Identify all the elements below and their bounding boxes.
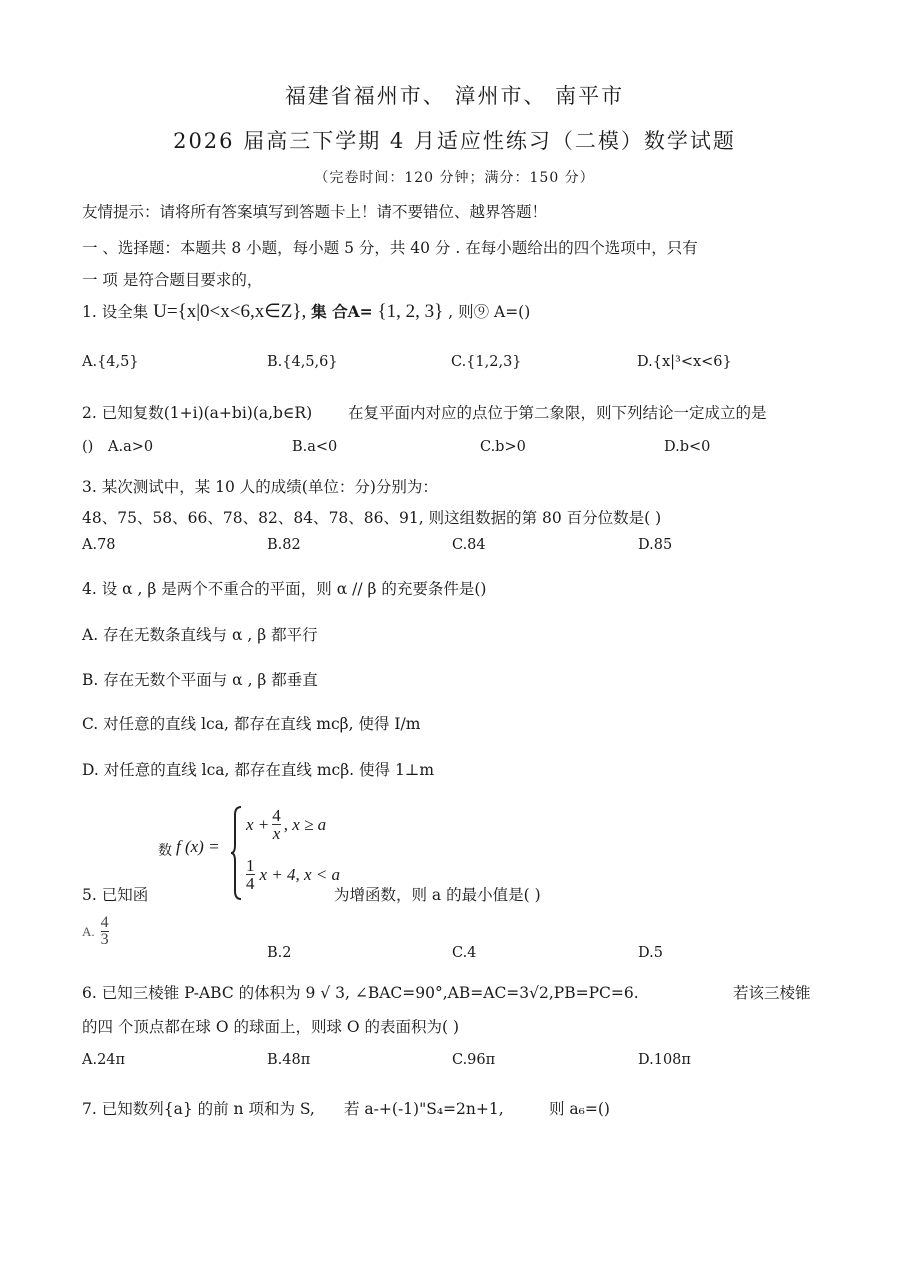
q5-lead: 5. 已知函 (82, 886, 149, 904)
q3-line-2: 48、75、58、66、78、82、84、78、86、91, 则这组数据的第 80 百分位数是( ) (82, 509, 662, 527)
q1-prefix: 1. 设全集 (82, 303, 149, 321)
q2-line-1a: 2. 已知复数(1+i)(a+bi)(a,b∈R) (82, 404, 313, 422)
q5-piece-1-b: , x ≥ a (283, 814, 327, 834)
q3-option-c: C.84 (452, 537, 486, 553)
q2-line-1b: 在复平面内对应的点位于第二象限，则下列结论一定成立的是 (348, 404, 767, 422)
q3-line-1: 3. 某次测试中，某 10 人的成绩(单位：分)分别为： (82, 478, 438, 496)
q5-brace (230, 805, 244, 901)
q5-option-a-den: 3 (100, 931, 109, 948)
exam-info: （完卷时间：120 分钟；满分：150 分） (314, 170, 595, 186)
q5-piece-1-den: x (272, 824, 281, 843)
q5-fn-label: 数 (158, 843, 172, 859)
q1-mid: 集 合A= (311, 302, 373, 321)
q4-option-c: C. 对任意的直线 lca, 都存在直线 mcβ, 使得 I/m (82, 715, 421, 733)
q2-option-c: C.b>0 (480, 439, 526, 455)
title-line-1: 福建省福州市、 漳州市、 南平市 (284, 84, 625, 108)
q1-set-a: {1, 2, 3} (377, 301, 444, 322)
q1-option-b: B.{4,5,6} (267, 354, 338, 370)
q5-fn-lhs: f (x) = (176, 837, 220, 856)
q1-set-u: U={x|0<x<6,x∈Z}, (153, 301, 307, 322)
q3-option-a: A.78 (82, 537, 116, 553)
q6-option-c: C.96π (452, 1052, 496, 1068)
q5-piece-2 (246, 857, 340, 892)
q5-piece-1 (246, 807, 326, 842)
q3-option-b: B.82 (267, 537, 301, 553)
q5-piece-2-b: x + 4, x < a (259, 864, 341, 884)
q5-option-a-label: A. (82, 923, 95, 939)
q5-tail: 为增函数，则 a 的最小值是( ) (334, 886, 541, 904)
q3-option-d: D.85 (638, 537, 673, 553)
q6-option-d: D.108π (638, 1052, 691, 1068)
tip-text: 友情提示：请将所有答案填写到答题卡上！请不要错位、越界答题！ (82, 203, 548, 221)
title-line-2: 2026 届高三下学期 4 月适应性练习（二模）数学试题 (173, 129, 736, 153)
q7-line-1b: 若 a-+(-1)"S₄=2n+1, (344, 1100, 504, 1118)
q4-stem: 4. 设 α , β 是两个不重合的平面，则 α // β 的充要条件是() (82, 580, 487, 598)
q1-option-a: A.{4,5} (82, 354, 139, 370)
q2-option-a: A.a>0 (108, 439, 154, 455)
q2-option-d: D.b<0 (664, 439, 711, 455)
q5-piece-2-den: 4 (246, 874, 255, 893)
q4-option-a: A. 存在无数条直线与 α , β 都平行 (82, 626, 318, 644)
q4-option-b: B. 存在无数个平面与 α , β 都垂直 (82, 671, 318, 689)
q6-line-1a: 6. 已知三棱锥 P-ABC 的体积为 9 √ 3, ∠BAC=90°,AB=AC=3√2,PB=PC=6. (82, 984, 639, 1002)
q7-line-1c: 则 a₆=() (549, 1100, 610, 1118)
q5-option-c: C.4 (452, 945, 477, 961)
q5-option-b: B.2 (267, 945, 292, 961)
q5-piece-1-num: 4 (272, 806, 281, 825)
q5-piece-2-num: 1 (246, 856, 255, 875)
q2-option-b: B.a<0 (292, 439, 338, 455)
section-1-line-2: 一 项 是符合题目要求的， (82, 271, 263, 289)
q6-option-a: A.24π (82, 1052, 126, 1068)
q5-option-d: D.5 (638, 945, 663, 961)
q1-suffix: , 则⑨ A=() (448, 303, 531, 321)
q5-piece-1-frac (272, 807, 281, 842)
q6-line-2: 的四 个顶点都在球 O 的球面上，则球 O 的表面积为( ) (82, 1018, 460, 1036)
q2-paren: () (82, 439, 94, 455)
q6-line-1b: 若该三棱锥 (733, 984, 811, 1002)
q7-line-1a: 7. 已知数列{a} 的前 n 项和为 S, (82, 1100, 315, 1118)
section-1-line-1: 一 、选择题：本题共 8 小题，每小题 5 分，共 40 分 . 在每小题给出的四个选项中，只有 (82, 239, 698, 257)
q1-option-d: D.{x|³<x<6} (637, 354, 732, 370)
q1-option-c: C.{1,2,3} (451, 354, 522, 370)
q5-piece-2-frac (246, 857, 255, 892)
q6-option-b: B.48π (267, 1052, 311, 1068)
q5-option-a-frac (101, 915, 109, 948)
q4-option-d: D. 对任意的直线 lca, 都存在直线 mcβ. 使得 1⊥m (82, 761, 435, 779)
q5-option-a-num: 4 (100, 914, 109, 931)
question-1 (82, 300, 530, 323)
q5-option-a (82, 915, 109, 948)
q5-piece-1-a: x + (246, 814, 270, 834)
